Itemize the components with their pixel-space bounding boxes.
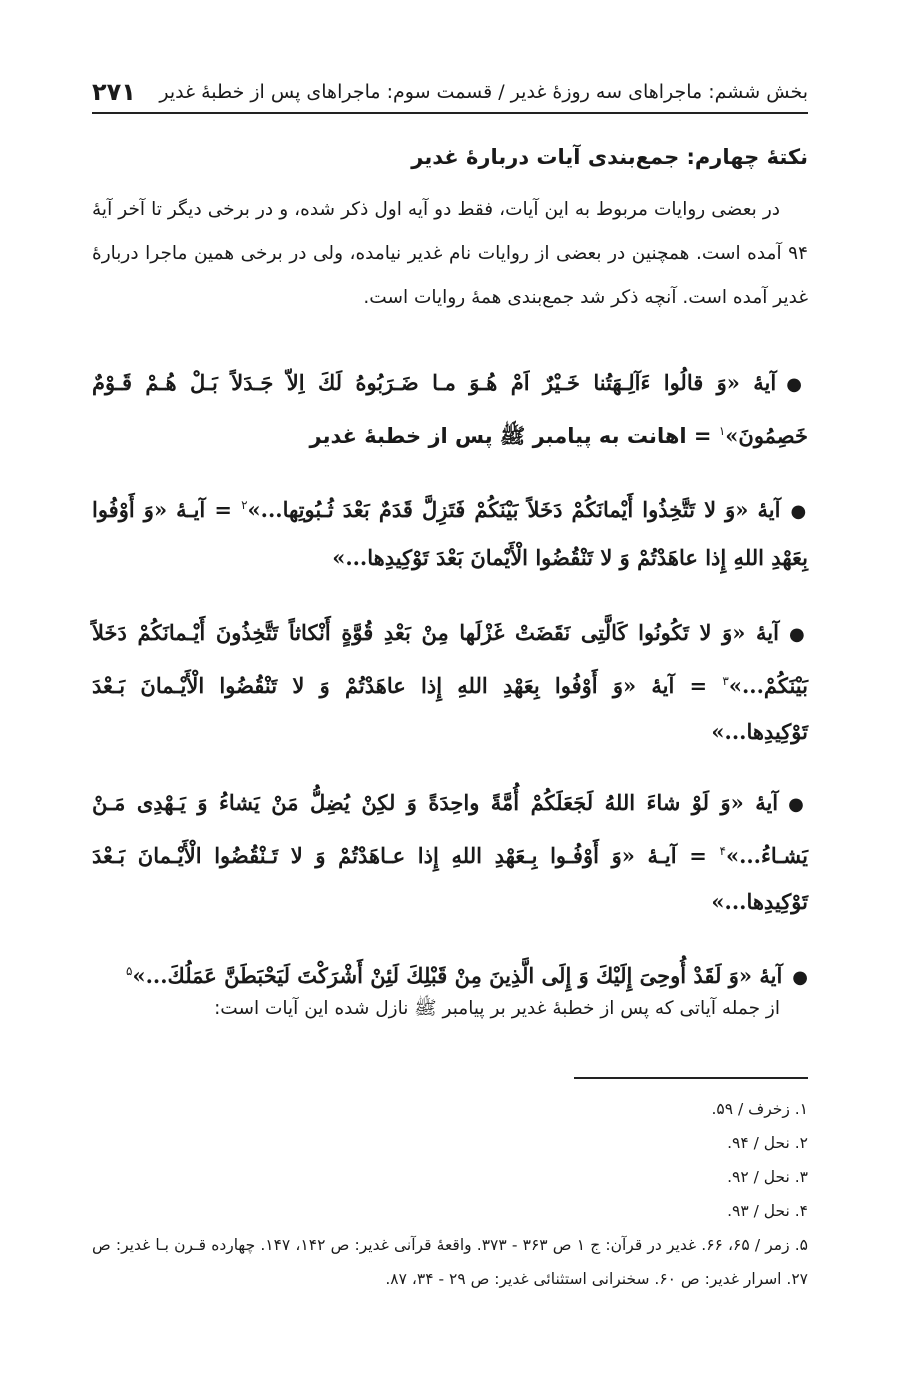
page-number: ۲۷۱	[92, 78, 136, 106]
footnote-ref: ۲	[241, 498, 248, 512]
section-heading: نکتهٔ چهارم: جمع‌بندی آیات دربارهٔ غدیر	[411, 145, 808, 169]
intro-text: در بعضی روایات مربوط به این آیات، فقط دو آیه اول ذکر شده، و در برخی دیگر تا آخر آیهٔ ۹۴ آمده است. همچنین در بعضی از روایات نام غدیر نیامده، ولی در برخی همین ماجرا دربارهٔ غدیر آمده است. آنچه ذکر شد جمع‌بندی همهٔ روایات است.	[92, 199, 808, 308]
footnote-ref: ۳	[722, 674, 729, 688]
verse-tail: = اهانت به پیامبر ﷺ پس از خطبهٔ غدیر	[309, 424, 712, 448]
verse-item-4	[92, 780, 808, 925]
verse-tail: = آیـهٔ «وَ أَوْفُوا بِعَهْدِ اللهِ إِذا عاهَدْتُمْ وَ لا تَنْقُضُوا الْأَيْمانَ بَعْدَ تَوْكِيدِها...»	[92, 497, 808, 570]
verse-text: آیهٔ «وَ لَوْ شاءَ اللهُ لَجَعَلَكُمْ أُمَّةً واحِدَةً وَ لكِنْ يُضِلُّ مَنْ يَشاءُ وَ يَـهْدِى مَـنْ يَشـاءُ...»	[92, 790, 808, 868]
footnotes	[92, 1092, 808, 1296]
footnote-5: ۵. زمر / ۶۵، ۶۶. غدیر در قرآن: ج ۱ ص ۳۶۳ - ۳۷۳. واقعهٔ قرآنی غدیر: ص ۱۴۲، ۱۴۷. چهارده قـرن بـا غدیر: ص ۲۷. اسرار غدیر: ص ۶۰. سخنرانی استثنائی غدیر: ص ۲۹ - ۳۴، ۸۷.	[92, 1236, 808, 1288]
verse-item-1	[92, 360, 808, 459]
bullet-icon: ●	[786, 374, 808, 395]
bullet-icon: ●	[788, 794, 808, 815]
running-header	[92, 72, 808, 114]
verse-tail: = آیـهٔ «وَ أَوْفُـوا بِـعَهْدِ اللهِ إِذا عـاهَدْتُمْ وَ لا تَـنْقُضُوا الْأَيْـمانَ بَـعْدَ تَوْكِيدِها...»	[92, 843, 808, 914]
footnote-4: ۴. نحل / ۹۳.	[727, 1202, 808, 1220]
bullet-icon: ●	[792, 967, 808, 988]
verse-text: آیهٔ «وَ لَقَدْ أُوحِىَ إِلَيْكَ وَ إِلَى الَّذِينَ مِنْ قَبْلِكَ لَئِنْ أَشْرَكْتَ لَيَحْبَطَنَّ عَمَلُكَ...»	[132, 963, 783, 988]
intro-paragraph	[92, 188, 808, 320]
verse-text: آیهٔ «وَ قالُوا ءَآلِـهَتُنا خَـيْرٌ اَمْ هُـوَ مـا ضَـرَبُوهُ لَكَ اِلاّ جَـدَلاً بَـلْ هُـمْ قَـوْمٌ خَصِمُونَ»	[92, 370, 808, 448]
closing-line: از جمله آیاتی که پس از خطبهٔ غدیر بر پیامبر ﷺ نازل شده این آیات است:	[214, 998, 780, 1019]
verse-text: آیهٔ «وَ لا تَكُونُوا كَالَّتِى نَقَضَتْ غَزْلَها مِنْ بَعْدِ قُوَّةٍ أَنْكاثاً تَتَّخِذُونَ أَيْـمانَكُمْ دَخَلاً بَيْنَكُمْ...»	[92, 620, 808, 698]
verse-item-2	[92, 482, 808, 581]
verse-tail: = آیهٔ «وَ أَوْفُوا بِعَهْدِ اللهِ إِذا عاهَدْتُمْ وَ لا تَنْقُضُوا الْأَيْـمانَ بَـعْدَ تَوْكِيدِها...»	[92, 673, 808, 744]
footnote-ref: ۱	[718, 424, 726, 438]
footnote-2: ۲. نحل / ۹۴.	[727, 1134, 808, 1152]
bullet-icon: ●	[788, 624, 808, 645]
footnote-ref: ۵	[126, 964, 133, 978]
verse-item-5	[92, 948, 808, 1001]
bullet-icon: ●	[790, 501, 808, 522]
footnote-divider	[574, 1077, 808, 1079]
verse-item-3	[92, 610, 808, 755]
footnote-1: ۱. زخرف / ۵۹.	[711, 1100, 808, 1118]
header-title: بخش ششم: ماجراهای سه روزهٔ غدیر / قسمت سوم: ماجراهای پس از خطبهٔ غدیر	[159, 81, 808, 103]
footnote-ref: ۴	[719, 844, 726, 858]
verse-text: آیهٔ «وَ لا تَتَّخِذُوا أَيْمانَكُمْ دَخَلاً بَيْنَكُمْ فَتَزِلَّ قَدَمٌ بَعْدَ ثُـبُوتِها...»	[247, 497, 781, 522]
footnote-3: ۳. نحل / ۹۲.	[727, 1168, 808, 1186]
